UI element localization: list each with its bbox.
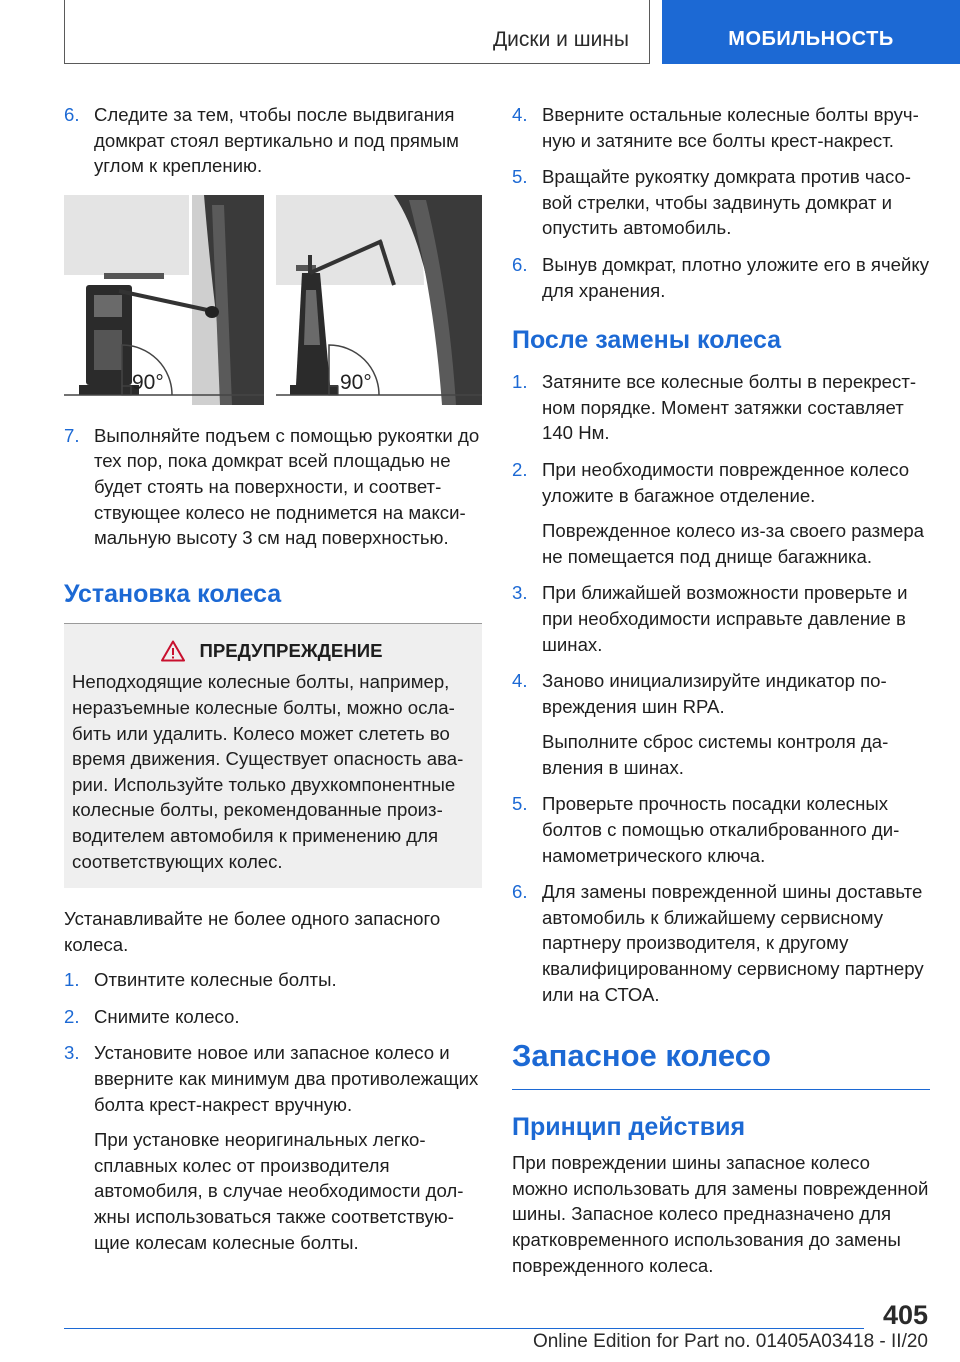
angle-label-left: 90°: [132, 370, 164, 394]
step-number: 4.: [512, 104, 528, 125]
step-text: Вверните остальные колесные болты вручную и затяните все болты крест-накрест.: [542, 104, 919, 151]
step-text: Вынув домкрат, плотно уложите его в ячейку для хранения.: [542, 253, 929, 301]
step-text: Проверьте прочность посадки колесных болтов с помощью откалиброванного динамометрического ключа.: [542, 793, 900, 866]
step-number: 5.: [512, 793, 528, 815]
step-text: При ближайшей возможности проверьте и при необходимости исправьте давление в шинах.: [542, 582, 908, 655]
step-text: Отвинтите колесные болты.: [94, 969, 337, 991]
left-column: [64, 102, 482, 1266]
jack-illustration: [64, 195, 482, 405]
install-step-1: [64, 967, 482, 993]
step-text: Следите за тем, чтобы после выдвигания домкрат стоял вертикально и под прямым углом к креплению.: [94, 104, 459, 177]
step-number: 6.: [64, 104, 80, 125]
step-number: 4.: [512, 670, 528, 692]
after-step-2: [512, 457, 930, 569]
install-paragraph: Устанавливайте не более одного запасного колеса.: [64, 908, 441, 955]
step-text: Вращайте рукоятку домкрата против часовой стрелки, чтобы задвинуть домкрат и опустить автомобиль.: [542, 166, 911, 239]
step-number: 7.: [64, 424, 80, 446]
step-text: Для замены поврежденной шины доставьте автомобиль к ближайшему сервисному партнеру производителя, к другому квалифицированному сервисному партнеру или на СТОА.: [542, 881, 924, 1005]
step-note: При установке неоригинальных легкосплавных колес от производителя автомобиля, в случае необходимости должны использоваться также соответствующие колесам колесные болты.: [94, 1129, 464, 1253]
step-text: Заново инициализируйте индикатор повреждения шин RPA.: [542, 670, 887, 717]
step-number: 1.: [64, 969, 80, 991]
step-5-lower: [512, 164, 930, 241]
step-number: 2.: [64, 1005, 80, 1027]
step-number: 6.: [512, 253, 528, 275]
footer-edition: Online Edition for Part no. 01405A03418 - II/20: [532, 1331, 928, 1352]
step-text: Снимите колесо.: [94, 1005, 240, 1027]
footer-rule: [64, 1328, 864, 1329]
principle-paragraph: При повреждении шины запасное колесо можно использовать для замены поврежденной шины. Запасное колесо предназначено для кратковременного использования до замены поврежденного колеса.: [512, 1152, 929, 1276]
angle-label-right: 90°: [340, 370, 372, 394]
page-number: 405: [882, 1300, 928, 1330]
after-step-5: [512, 791, 930, 868]
install-step-3: [64, 1040, 482, 1255]
step-number: 3.: [64, 1042, 80, 1064]
warning-title: ПРЕДУПРЕЖДЕНИЕ: [199, 639, 383, 661]
after-step-3: [512, 580, 930, 657]
step-6-jack-vertical: [64, 102, 482, 179]
step-note: Выполните сброс системы контроля давления в шинах.: [542, 731, 889, 778]
step-text: Установите новое или запасное колесо и вверните как минимум два противолежащих болта крест-накрест вручную.: [94, 1042, 479, 1115]
header-section-box: [64, 0, 650, 64]
step-number: 2.: [512, 458, 528, 480]
step-7-lift: [64, 423, 482, 551]
step-text: Затяните все колесные болты в перекрестном порядке. Момент затяжки составляет 140 Нм.: [542, 371, 917, 444]
warning-text: Неподходящие колесные болты, например, неразъемные колесные болты, можно ослабить или удалить. Колесо может слететь во время движения. Существует опасность аварии. Используйте только двухкомпонентные колесные болты, рекомендованные производителем автомобиля к применению для соответствующих колес.: [72, 671, 464, 872]
step-number: 1.: [512, 371, 528, 393]
jack-figure: [64, 195, 482, 405]
warning-triangle-icon: [161, 640, 185, 662]
step-number: 3.: [512, 582, 528, 604]
warning-header: [72, 638, 472, 664]
header-chapter-tab[interactable]: [662, 0, 960, 64]
header-section-title: Диски и шины: [492, 28, 629, 51]
step-6-stow-jack: [512, 252, 930, 303]
heading-install-wheel: Установка колеса: [64, 579, 282, 608]
heading-principle: Принцип действия: [512, 1113, 746, 1142]
step-text: При необходимости поврежденное колесо уложите в багажное отделение.: [542, 458, 910, 506]
after-step-4: [512, 668, 930, 780]
step-text: Выполняйте подъем с помощью рукоятки до тех пор, пока домкрат всей площадью не будет стоять на поверхности, и соответствующее колесо не поднимется на максимальную высоту 3 см над поверхностью.: [94, 424, 480, 549]
after-step-1: [512, 369, 930, 446]
install-step-2: [64, 1004, 482, 1030]
heading-after-change: После замены колеса: [512, 326, 782, 355]
step-4-tighten: [512, 102, 930, 153]
after-step-6: [512, 879, 930, 1007]
heading-spare-wheel: Запасное колесо: [512, 1037, 930, 1090]
right-column: [512, 102, 930, 1288]
warning-box: [64, 623, 482, 888]
step-note: Поврежденное колесо из-за своего размера не помещается под днище багажника.: [542, 520, 925, 567]
step-number: 5.: [512, 166, 528, 188]
header-chapter-title: МОБИЛЬНОСТЬ: [728, 28, 894, 50]
step-number: 6.: [512, 881, 528, 903]
